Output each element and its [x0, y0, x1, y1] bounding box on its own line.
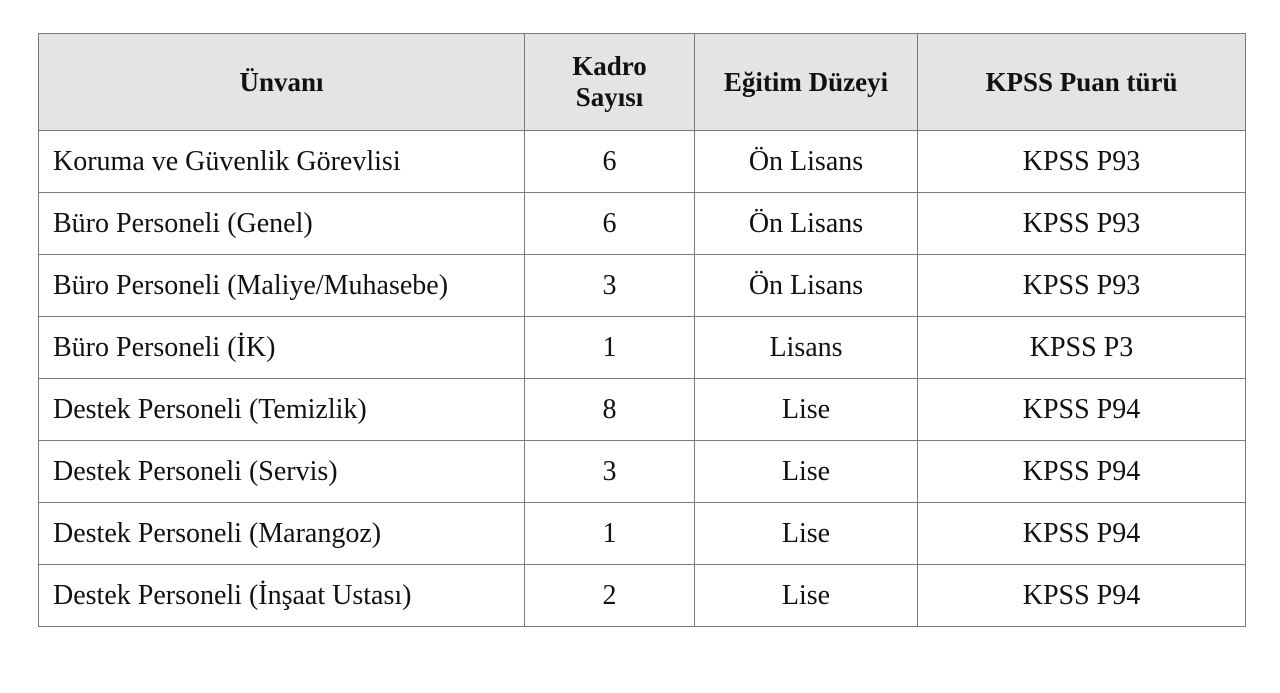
cell-education: Lise	[695, 565, 918, 627]
header-kpss: KPSS Puan türü	[918, 34, 1246, 131]
table-row	[39, 317, 1246, 379]
cell-kpss: KPSS P94	[918, 503, 1246, 565]
table-header	[39, 34, 1246, 131]
cell-title: Destek Personeli (Temizlik)	[39, 379, 525, 441]
staff-table	[38, 33, 1246, 627]
cell-kpss: KPSS P3	[918, 317, 1246, 379]
cell-education: Lise	[695, 379, 918, 441]
cell-kpss: KPSS P94	[918, 379, 1246, 441]
cell-education: Ön Lisans	[695, 255, 918, 317]
table-body	[39, 131, 1246, 627]
table-row	[39, 565, 1246, 627]
cell-kpss: KPSS P93	[918, 255, 1246, 317]
header-title: Ünvanı	[39, 34, 525, 131]
cell-count: 2	[525, 565, 695, 627]
cell-education: Lise	[695, 441, 918, 503]
table-row	[39, 255, 1246, 317]
cell-count: 6	[525, 131, 695, 193]
cell-title: Destek Personeli (İnşaat Ustası)	[39, 565, 525, 627]
cell-count: 3	[525, 255, 695, 317]
staff-table-container	[38, 33, 1245, 627]
cell-education: Ön Lisans	[695, 131, 918, 193]
header-count-line1: Kadro	[572, 51, 647, 81]
cell-kpss: KPSS P94	[918, 441, 1246, 503]
table-row	[39, 379, 1246, 441]
cell-title: Destek Personeli (Servis)	[39, 441, 525, 503]
cell-education: Lise	[695, 503, 918, 565]
cell-kpss: KPSS P93	[918, 131, 1246, 193]
header-row	[39, 34, 1246, 131]
cell-count: 8	[525, 379, 695, 441]
cell-kpss: KPSS P94	[918, 565, 1246, 627]
table-row	[39, 503, 1246, 565]
cell-count: 3	[525, 441, 695, 503]
cell-education: Lisans	[695, 317, 918, 379]
table-row	[39, 131, 1246, 193]
cell-kpss: KPSS P93	[918, 193, 1246, 255]
cell-title: Büro Personeli (Genel)	[39, 193, 525, 255]
cell-education: Ön Lisans	[695, 193, 918, 255]
cell-count: 1	[525, 317, 695, 379]
cell-title: Destek Personeli (Marangoz)	[39, 503, 525, 565]
cell-title: Koruma ve Güvenlik Görevlisi	[39, 131, 525, 193]
cell-title: Büro Personeli (Maliye/Muhasebe)	[39, 255, 525, 317]
table-row	[39, 441, 1246, 503]
header-education: Eğitim Düzeyi	[695, 34, 918, 131]
table-row	[39, 193, 1246, 255]
header-count	[525, 34, 695, 131]
cell-count: 6	[525, 193, 695, 255]
cell-title: Büro Personeli (İK)	[39, 317, 525, 379]
cell-count: 1	[525, 503, 695, 565]
header-count-line2: Sayısı	[575, 82, 644, 112]
